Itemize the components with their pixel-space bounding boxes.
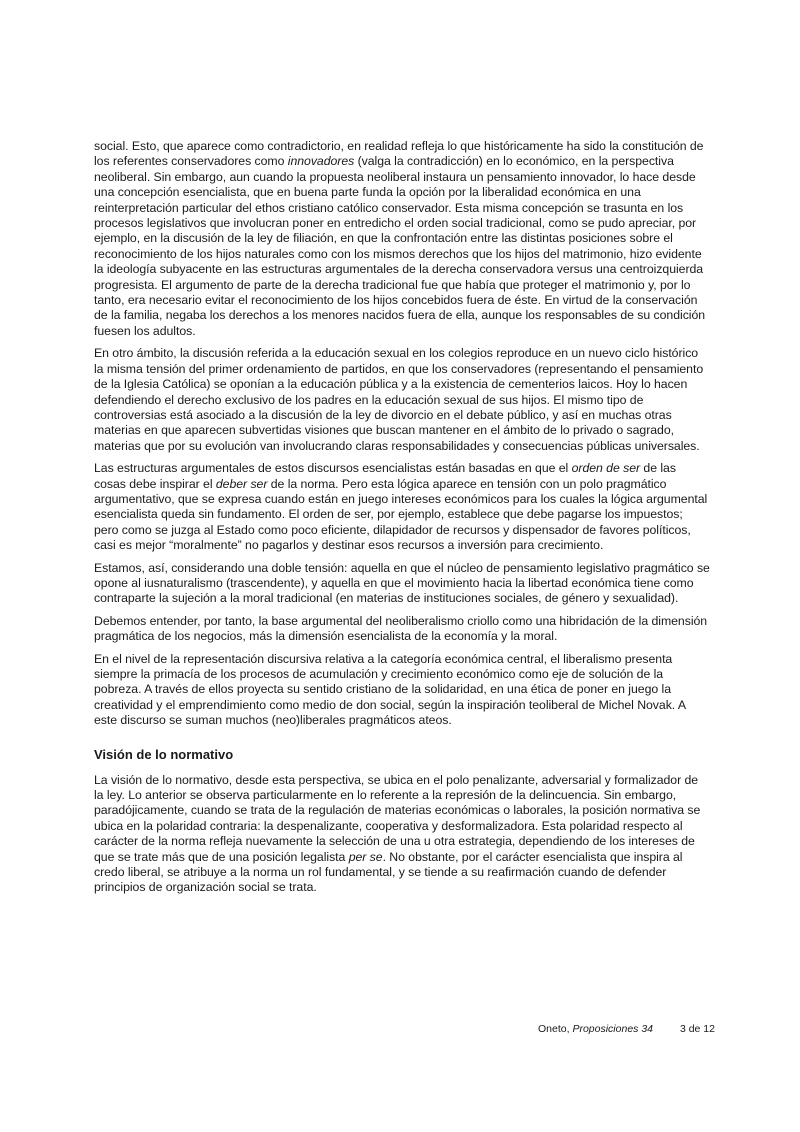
italic-text: deber ser xyxy=(215,476,268,491)
paragraph xyxy=(94,773,710,896)
paragraph xyxy=(94,139,710,339)
footer-journal: Proposiciones 34 xyxy=(572,1023,654,1035)
text-run: Debemos entender, por tanto, la base argumental del neoliberalismo criollo como una hibridación de la dimensión pragmática de los negocios, más la dimensión esencialista de la economía y la moral. xyxy=(94,613,708,644)
body-text xyxy=(94,139,710,729)
text-run: Las estructuras argumentales de estos discursos esencialistas están basadas en que el xyxy=(94,461,572,476)
paragraph xyxy=(94,561,710,607)
paragraph xyxy=(94,652,710,729)
page-footer xyxy=(538,1022,715,1036)
paragraph xyxy=(94,614,710,645)
text-run: social. Esto, que aparece como contradictorio, en realidad refleja lo que históricamente ha sido la constitución de los referentes conservadores como xyxy=(94,139,704,169)
text-run: . No obstante, por el carácter esencialista que inspira al credo liberal, se atribuye a la norma un rol fundamental, y se tiende a su reafirmación cuando de defender principios de organización social se trata. xyxy=(94,849,683,895)
text-run: La visión de lo normativo, desde esta perspectiva, se ubica en el polo penalizante, adversarial y formalizador de la ley. Lo anterior se observa particularmente en lo referente a la represión de la delincuencia. Sin embargo, paradójicamente, cuando se trata de la regulación de materias económicas o laborales, la posición normativa se ubica en la polaridad contraria: la despenalizante, cooperativa y desformalizadora. Esta polaridad respecto al carácter de la norma refleja nuevamente la selección de una u otra estrategia, dependiendo de los intereses de que se trate más que de una posición legalista xyxy=(94,772,701,864)
paragraph xyxy=(94,461,710,553)
page-number: 3 de 12 xyxy=(679,1023,715,1035)
italic-text: innovadores xyxy=(287,154,355,169)
text-run: (valga la contradicción) en lo económico, en la perspectiva neoliberal. Sin embargo, aun cuando la propuesta neoliberal instaura un pensamiento innovador, lo hace desde una concepción esencialista, que en buena parte funda la opción por la liberalidad económica en una reinterpretación particular del ethos cristiano católico conservador. Esta misma concepción se trasunta en los procesos legislativos que involucran poner en entredicho el orden social tradicional, como se pudo apreciar, por ejemplo, en la discusión de la ley de filiación, en que la confrontación entre las distintas posiciones sobre el reconocimiento de los hijos naturales como con los mismos derechos que los hijos del matrimonio, hizo evidente la ideología subyacente en las estructuras argumentales de la derecha conservadora versus una centroizquierda progresista. El argumento de parte de la derecha tradicional fue que había que proteger el matrimonio y, por lo tanto, era necesario evitar el reconocimiento de los hijos concebidos fuera de éste. En virtud de la conservación de la familia, negaba los derechos a los menores nacidos fuera de ella, aunque los responsables de su condición fuesen los adultos. xyxy=(94,154,706,338)
italic-text: orden de ser xyxy=(571,461,641,476)
document-page xyxy=(94,139,710,903)
section-heading: Visión de lo normativo xyxy=(94,746,234,762)
text-run: de la norma. Pero esta lógica aparece en tensión con un polo pragmático argumentativo, que se expresa cuando están en juego intereses económicos para los cuales la lógica argumental esencialista queda sin fundamento. El orden de ser, por ejemplo, establece que debe pagarse los impuestos; pero como se juzga al Estado como poco eficiente, dilapidador de recursos y dispensador de favores políticos, casi es mejor “moralmente” no pagarlos y destinar esos recursos a inversión para crecimiento. xyxy=(94,476,708,553)
text-run: de las cosas debe inspirar el xyxy=(94,461,676,491)
section-body xyxy=(94,773,710,896)
paragraph xyxy=(94,346,710,454)
text-run: En otro ámbito, la discusión referida a la educación sexual en los colegios reproduce en un nuevo ciclo histórico la misma tensión del primer ordenamiento de partidos, en que los conservadores (representando el pensamiento de la Iglesia Católica) se oponían a la educación pública y a la existencia de cementerios laicos. Hoy lo hacen defendiendo el derecho exclusivo de los padres en la educación sexual de sus hijos. El mismo tipo de controversias está asociado a la discusión de la ley de divorcio en el debate público, y así en muchas otras materias en que aparecen subvertidas visiones que buscan mantener en el ámbito de lo privado o sagrado, materias que por su evolución van involucrando claras responsabilidades y consecuencias públicas universales. xyxy=(94,346,704,453)
footer-author: Oneto, xyxy=(538,1023,573,1035)
italic-text: per se xyxy=(348,849,383,864)
text-run: En el nivel de la representación discursiva relativa a la categoría económica central, el liberalismo presenta siempre la primacía de los procesos de acumulación y crecimiento económico como eje de solución de la pobreza. A través de ellos proyecta su sentido cristiano de la solidaridad, en una ética de poner en juego la creatividad y el emprendimiento como medio de don social, según la inspiración teoliberal de Michel Novak. A este discurso se suman muchos (neo)liberales pragmáticos ateos. xyxy=(94,651,686,728)
text-run: Estamos, así, considerando una doble tensión: aquella en que el núcleo de pensamiento legislativo pragmático se opone al iusnaturalismo (trascendente), y aquella en que el movimiento hacia la libertad económica tiene como contraparte la sujeción a la moral tradicional (en materias de instituciones sociales, de género y sexualidad). xyxy=(94,560,710,606)
